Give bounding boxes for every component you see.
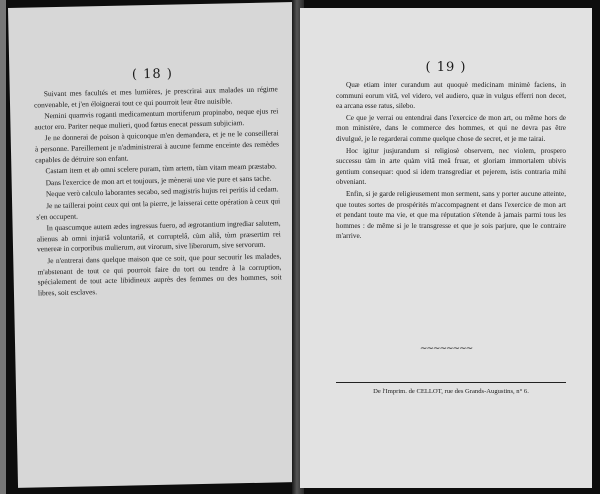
paragraph: Je n'entrerai dans quelque maison que ce soit, que pour secourir les malades, m'abstenant de tout ce qui pourroit faire du tort ou tendre à la corruption, spécialement de tout acte libidineux auprès des femmes ou des hommes, soit libres, soit esclaves. bbox=[37, 251, 282, 298]
right-page-text bbox=[336, 80, 566, 243]
paragraph: Quæ etiam inter curandum aut quoquè medicinam minimè faciens, in communi eorum vitâ, vel videro, vel audiero, quæ in vulgus efferri non decet, ea arcana esse ratus, silebo. bbox=[336, 81, 566, 111]
paragraph: Castam item et ab omni scelere puram, tùm artem, tùm vitam meam præstabo. bbox=[45, 161, 277, 176]
paragraph: Enfin, si je garde religieusement mon serment, sans y porter aucune atteinte, que toutes sortes de prospérités m'accompagnent et dans l'exercice de mon art et pendant toute ma vie, et que ma réputation s'étende à jamais parmi tous les hommes : de même si je le transgresse et que je sois parjure, que le contraire m'arrive. bbox=[336, 189, 566, 241]
paragraph: Je ne donnerai de poison à quiconque m'en demandera, et je ne le conseillerai à personne. Pareillement je n'administrerai à aucune femme enceinte des remèdes capables de détruire son enfant. bbox=[34, 128, 279, 165]
paragraph: Suivant mes facultés et mes lumières, je prescrirai aux malades un régime convenable, et j'en éloignerai tout ce qui pourroit leur être nuisible. bbox=[33, 84, 278, 110]
paragraph: Hoc igitur jusjurandum si religiosè observem, nec violem, prospero successu tàm in arte quàm vitâ meâ fruar, et gloriam immortalem ubivis gentium consequar: quod si idem transgrediar et pejerem, istis contraria mihi obveniant. bbox=[336, 146, 566, 187]
paragraph: Dans l'exercice de mon art et toujours, je mènerai une vie pure et sans tache. bbox=[45, 173, 272, 187]
footer-rule bbox=[336, 382, 566, 383]
ornament-divider: ~~~~~~~~ bbox=[419, 344, 473, 354]
paragraph: Neque verò calculo laborantes secabo, sed magistris hujus rei peritis id cedam. bbox=[45, 184, 279, 199]
paragraph: Ce que je verrai ou entendrai dans l'exercice de mon art, ou même hors de mon ministère, dans le commerce des hommes, et qui ne devra pas être divulgué, je le regarderai comme quelque chose de secret, et je me tairai. bbox=[336, 113, 566, 143]
page-number-18: ( 18 ) bbox=[131, 66, 174, 83]
left-page bbox=[8, 2, 304, 488]
printer-imprint: De l'Imprim. de CELLOT, rue des Grands-Augustins, n° 6. bbox=[373, 388, 529, 395]
page-number-19: ( 19 ) bbox=[425, 60, 467, 75]
left-page-text bbox=[34, 84, 282, 299]
page-edge bbox=[0, 0, 6, 494]
paragraph: Nemini quamvis roganti medicamentum mortiferum propinabo, neque ejus rei auctor ero. Pariter neque mulieri, quod fœtus enecat pessum subjiciam. bbox=[34, 106, 279, 132]
paragraph: In quascumque autem ædes ingressus fuero, ad ægrotantium ingrediar salutem, alienus ab omni injuriâ voluntariâ, et corruptelâ, cùm aliâ, tùm præsertim rei venereæ in corporibus mulierum, aut virorum, sive liberorum, sive servorum. bbox=[36, 218, 281, 254]
paragraph: Je ne taillerai point ceux qui ont la pierre, je laisserai cette opération à ceux qui s'en occupent. bbox=[36, 196, 281, 221]
right-page bbox=[300, 8, 592, 488]
